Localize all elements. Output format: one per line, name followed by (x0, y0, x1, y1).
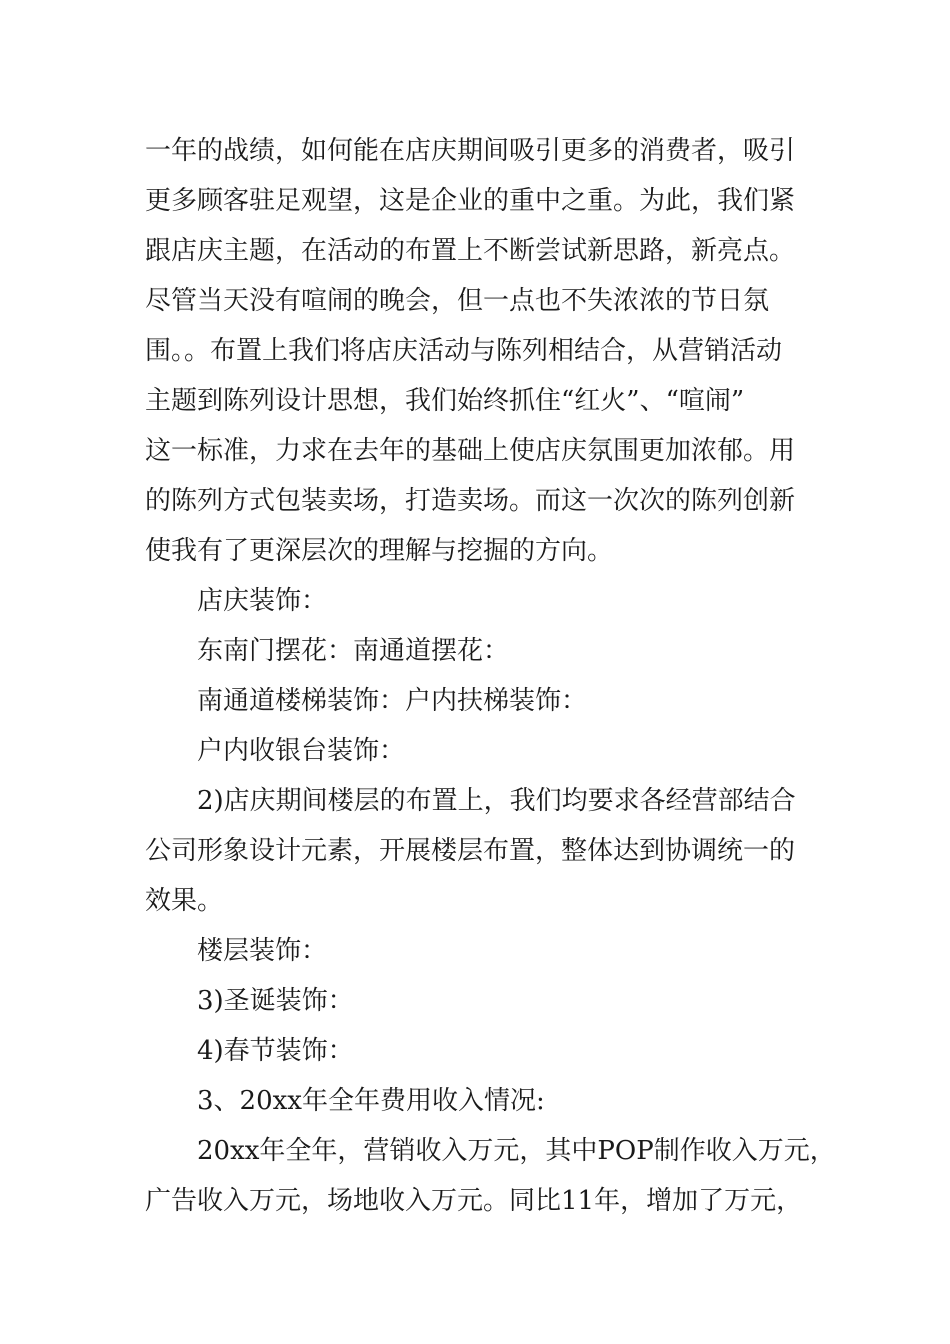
body-line: 东南门摆花：南通道摆花： (197, 636, 510, 666)
body-line: 跟店庆主题，在活动的布置上不断尝试新思路，新亮点。 (145, 236, 796, 266)
body-line: 尽管当天没有喧闹的晚会，但一点也不失浓浓的节日氛 (145, 286, 770, 316)
body-line: 更多顾客驻足观望，这是企业的重中之重。为此，我们紧 (145, 186, 796, 216)
body-line: 2)店庆期间楼层的布置上，我们均要求各经营部结合 (197, 786, 796, 816)
list-item-christmas: 3)圣诞装饰： (197, 986, 354, 1016)
section-heading-store-decoration: 店庆装饰： (197, 586, 328, 616)
body-line: 南通道楼梯装饰：户内扶梯装饰： (197, 686, 588, 716)
body-line: 广告收入万元，场地收入万元。同比11年，增加了万元， (145, 1186, 803, 1216)
section-heading-income: 3、20xx年全年费用收入情况: (197, 1086, 545, 1116)
body-line: 主题到陈列设计思想，我们始终抓住“红火”、“喧闹” (145, 386, 745, 416)
body-line: 这一标准，力求在去年的基础上使店庆氛围更加浓郁。用 (145, 436, 796, 466)
section-heading-floor-decoration: 楼层装饰： (197, 936, 328, 966)
body-line: 的陈列方式包装卖场，打造卖场。而这一次次的陈列创新 (145, 486, 796, 516)
body-line: 使我有了更深层次的理解与挖掘的方向。 (145, 536, 614, 566)
document-body (145, 126, 836, 1226)
body-line: 户内收银台装饰： (197, 736, 406, 766)
list-item-spring-festival: 4)春节装饰： (197, 1036, 354, 1066)
body-line: 围。。布置上我们将店庆活动与陈列相结合，从营销活动 (145, 336, 783, 366)
body-line: 20xx年全年，营销收入万元，其中POP制作收入万元， (197, 1136, 836, 1166)
body-line: 效果。 (145, 886, 224, 916)
body-line: 一年的战绩，如何能在店庆期间吸引更多的消费者，吸引 (145, 136, 796, 166)
body-line: 公司形象设计元素，开展楼层布置，整体达到协调统一的 (145, 836, 796, 866)
